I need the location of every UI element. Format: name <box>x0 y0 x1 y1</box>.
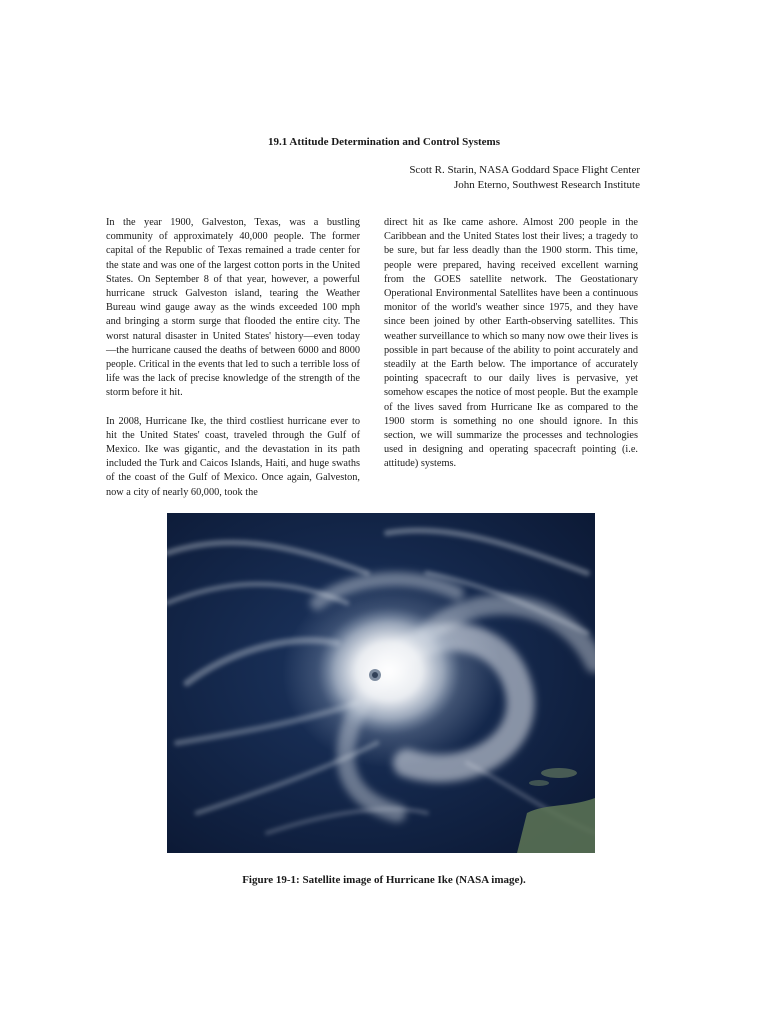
text-column-left <box>106 216 360 514</box>
paragraph: In the year 1900, Galveston, Texas, was a bustling community of approximately 40,000 people. The former capital of the Republic of Texas remained a trade center for the state and was one of the largest cotton ports in the United States. On September 8 of that year, however, a powerful hurricane struck Galveston island, tearing the Weather Bureau wind gauge away as the winds exceeded 100 mph and bringing a storm surge that flooded the entire city. The worst natural disaster in United States' history—even today—the hurricane caused the deaths of between 6000 and 8000 people. Critical in the events that led to such a terrible loss of life was the lack of precise knowledge of the strength of the storm before it hit. <box>106 217 360 399</box>
paragraph: direct hit as Ike came ashore. Almost 200 people in the Caribbean and the United States lost their lives; a tragedy to be sure, but far less deadly than the 1900 storm. This time, people were prepared, having received excellent warning from the GOES satellite network. The Geostationary Operational Environmental Satellites have been a continuous monitor of the world's weather since 1975, and they have since been joined by other Earth-observing satellites. This weather surveillance to which so many now owe their lives is possible in part because of the ability to point accurately and steadily at the Earth below. The importance of accurately pointing spacecraft to our daily lives is pervasive, yet somehow escapes the notice of most people. But the example of the lives saved from Hurricane Ike as compared to the 1900 storm is something no one should ignore. In this section, we will summarize the processes and technologies used in designing and operating spacecraft pointing (i.e. attitude) systems. <box>384 217 638 470</box>
figure-caption: Figure 19-1: Satellite image of Hurricane Ike (NASA image). <box>242 874 526 886</box>
text-column-right <box>384 216 638 486</box>
author-line: Scott R. Starin, NASA Goddard Space Flight Center <box>409 164 640 176</box>
section-title: 19.1 Attitude Determination and Control Systems <box>267 136 500 148</box>
hurricane-illustration <box>167 513 595 853</box>
hurricane-satellite-image <box>167 513 595 853</box>
author-line: John Eterno, Southwest Research Institute <box>453 179 640 191</box>
author-block <box>409 163 640 193</box>
paragraph: In 2008, Hurricane Ike, the third costliest hurricane ever to hit the United States' coast, traveled through the Gulf of Mexico. Ike was gigantic, and the devastation in its path included the Turk and Caicos Islands, Haiti, and huge swaths of the coast of the Gulf of Mexico. Once again, Galveston, now a city of nearly 60,000, took the <box>106 415 360 498</box>
